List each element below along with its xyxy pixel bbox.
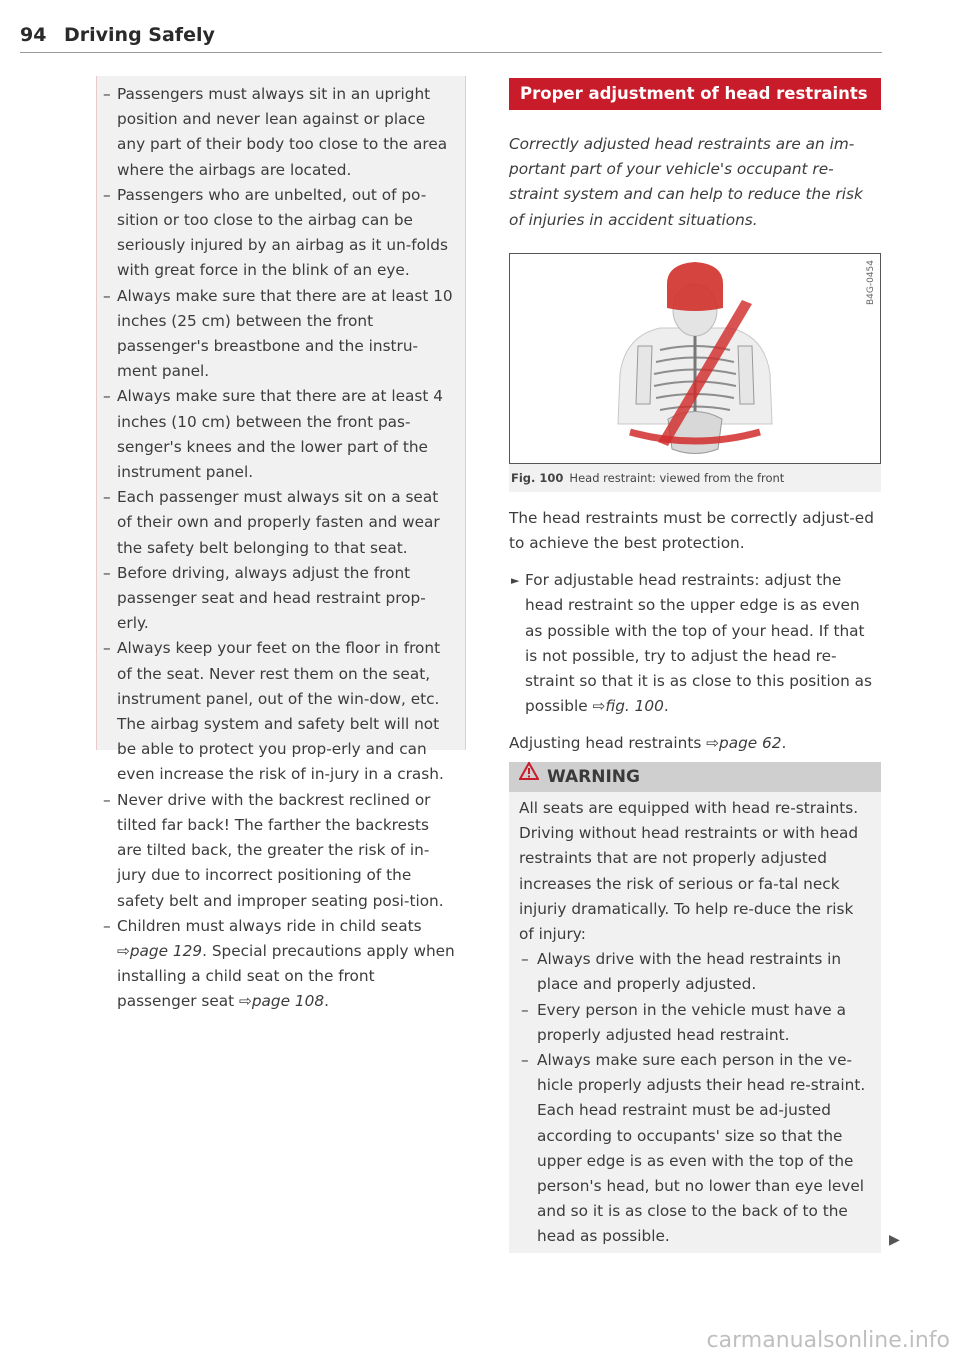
- warning-box: [509, 762, 881, 1253]
- instruction-step: ► For adjustable head restraints: adjust the head restraint so the upper edge is as even as possible with the top of your head. If that is not possible, try to adjust the head re-straint so that it is as close to this position as possible ⇨fig. 100.: [509, 568, 881, 719]
- list-item: – Always make sure that there are at least 4 inches (10 cm) between the front pas-senger's knees and the lower part of the instrument panel.: [103, 387, 443, 482]
- list-item: – Always keep your feet on the floor in front of the seat. Never rest them on the seat, instrument panel, out of the win-dow, etc. The airbag system and safety belt will not be able to protect you prop-erly and can even increase the risk of in-jury in a crash.: [103, 639, 444, 784]
- list-item: – Before driving, always adjust the front passenger seat and head restraint prop-erly.: [103, 563, 426, 633]
- list-item: – Never drive with the backrest reclined or tilted far back! The farther the backrests are tilted back, the greater the risk of in-jury due to incorrect positioning of the safety belt and improper seating posi-tion.: [103, 790, 444, 910]
- warning-title: WARNING: [547, 767, 640, 787]
- section-banner: Proper adjustment of head restraints: [509, 78, 881, 110]
- list-item: – Always make sure each person in the ve-hicle properly adjusts their head re-straint. Each head restraint must be ad-justed according to occupants' size so that the upper edge is as even with the top of the person's head, but no lower than eye level and so it is as close to the back of to the head as possible.: [521, 1051, 866, 1246]
- continue-arrow-icon: ▶: [889, 1232, 900, 1248]
- figure-label: Fig. 100: [511, 470, 564, 485]
- page-link[interactable]: ⇨page 129: [117, 941, 203, 960]
- page-number: 94: [20, 24, 47, 46]
- warning-triangle-icon: [519, 760, 539, 790]
- list-item: – Children must always ride in child seats ⇨page 129. Special precautions apply when installing a child seat on the front passenger seat ⇨page 108.: [103, 916, 455, 1011]
- list-item: – Passengers who are unbelted, out of po-sition or too close to the airbag can be seriously injured by an airbag as it un-folds with great force in the blink of an eye.: [103, 185, 448, 280]
- figure-caption-text: Head restraint: viewed from the front: [569, 470, 785, 485]
- safety-notes-list: [97, 76, 465, 1015]
- warning-list: [519, 947, 871, 1249]
- figure-code: B4G-0454: [866, 259, 876, 305]
- intro-text: Correctly adjusted head restraints are an im-portant part of your vehicle's occupant re-straint system and can help to reduce the risk of injuries in accident situations.: [509, 135, 863, 229]
- warning-header: [509, 762, 881, 792]
- step-arrow-icon: ►: [511, 574, 520, 588]
- figure-link[interactable]: ⇨fig. 100: [592, 697, 664, 716]
- list-item: – Always make sure that there are at least 10 inches (25 cm) between the front passenger's breastbone and the instru-ment panel.: [103, 286, 453, 381]
- footer-watermark: carmanualsonline.info: [706, 1328, 950, 1353]
- page-link[interactable]: ⇨page 108: [239, 992, 325, 1011]
- page-header: [20, 22, 882, 53]
- page-link[interactable]: ⇨page 62: [706, 734, 782, 753]
- safety-notes-box: [96, 76, 466, 1011]
- skeleton-illustration: [510, 254, 880, 463]
- section-title: Driving Safely: [64, 24, 215, 46]
- paragraph: Adjusting head restraints ⇨page 62.: [509, 734, 787, 753]
- warning-intro: All seats are equipped with head re-straints. Driving without head restraints or with head restraints that are not properly adjusted increases the risk of serious or fa-tal neck injuriy dramatically. To help re-duce the risk of injury:: [519, 799, 859, 944]
- list-item: – Every person in the vehicle must have a properly adjusted head restraint.: [521, 1000, 846, 1044]
- paragraph: The head restraints must be correctly adjust-ed to achieve the best protection.: [509, 508, 874, 553]
- list-item: – Always drive with the head restraints in place and properly adjusted.: [521, 950, 842, 994]
- head-restraints-section: [509, 78, 881, 757]
- head-restraint-figure: [509, 253, 881, 464]
- figure-caption: [509, 464, 881, 492]
- list-item: – Each passenger must always sit on a seat of their own and properly fasten and wear the safety belt belonging to that seat.: [103, 488, 440, 557]
- list-item: – Passengers must always sit in an upright position and never lean against or place any part of their body too close to the area where the airbags are located.: [103, 85, 448, 179]
- warning-body: [509, 792, 881, 1250]
